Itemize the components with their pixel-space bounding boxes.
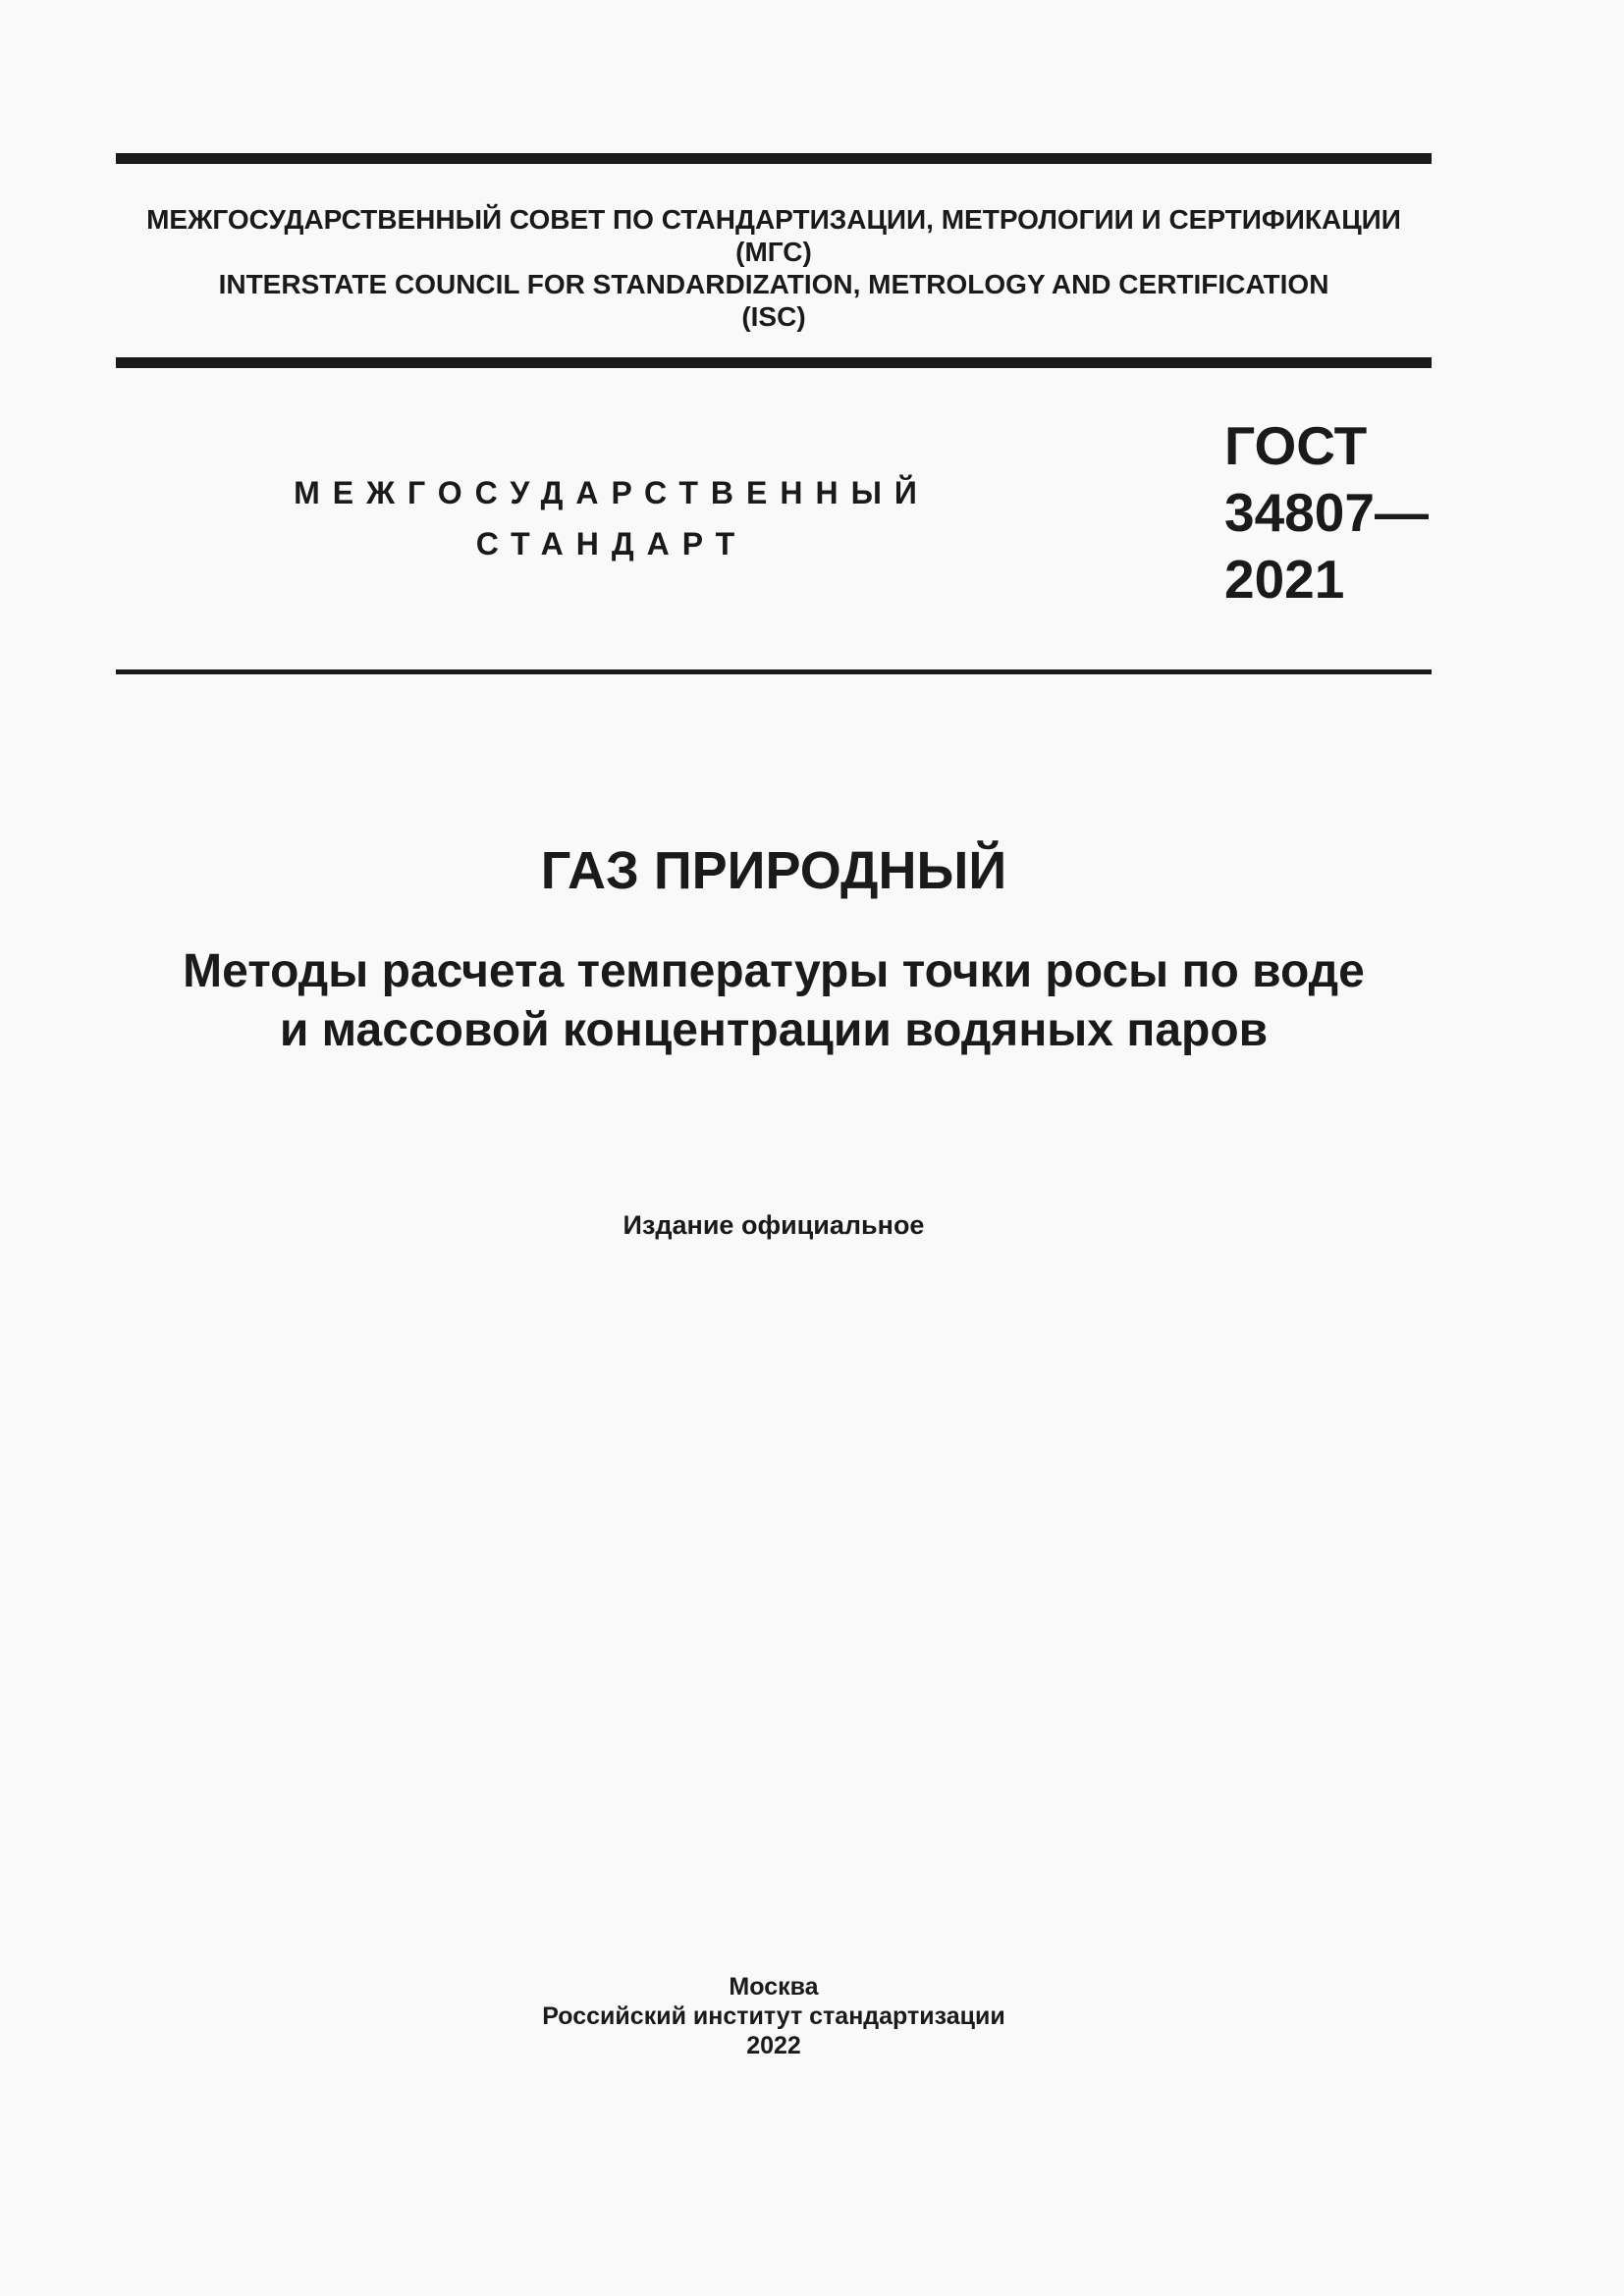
document-subtitle [116, 942, 1432, 1060]
imprint-year: 2022 [746, 2032, 801, 2059]
council-name-en: INTERSTATE COUNCIL FOR STANDARDIZATION, METROLOGY AND CERTIFICATION [218, 269, 1329, 299]
council-abbr-en: (ISC) [741, 301, 806, 332]
standard-type-line1: МЕЖГОСУДАРСТВЕННЫЙ [294, 475, 930, 510]
designation-number: 34807— [1224, 482, 1429, 543]
standard-type [116, 467, 1108, 569]
subtitle-line2: и массовой концентрации водяных паров [279, 1004, 1269, 1056]
standard-designation [1224, 412, 1440, 613]
council-name-ru: МЕЖГОСУДАРСТВЕННЫЙ СОВЕТ ПО СТАНДАРТИЗАЦИИ, МЕТРОЛОГИИ И СЕРТИФИКАЦИИ [146, 204, 1401, 235]
designation-prefix: ГОСТ [1224, 415, 1368, 476]
edition-note: Издание официальное [623, 1210, 925, 1240]
imprint-publisher: Российский институт стандартизации [542, 2002, 1005, 2030]
council-header [116, 203, 1432, 333]
council-abbr-ru: (МГС) [735, 237, 812, 267]
imprint-city: Москва [729, 1973, 819, 2001]
subtitle-line1: Методы расчета температуры точки росы по воде [183, 945, 1365, 997]
top-rule [116, 153, 1432, 164]
document-title: ГАЗ ПРИРОДНЫЙ [540, 841, 1007, 900]
standard-type-line2: СТАНДАРТ [475, 526, 748, 561]
imprint [116, 1972, 1432, 2060]
designation-year: 2021 [1224, 549, 1345, 610]
bottom-rule [116, 669, 1432, 674]
middle-rule [116, 357, 1432, 368]
